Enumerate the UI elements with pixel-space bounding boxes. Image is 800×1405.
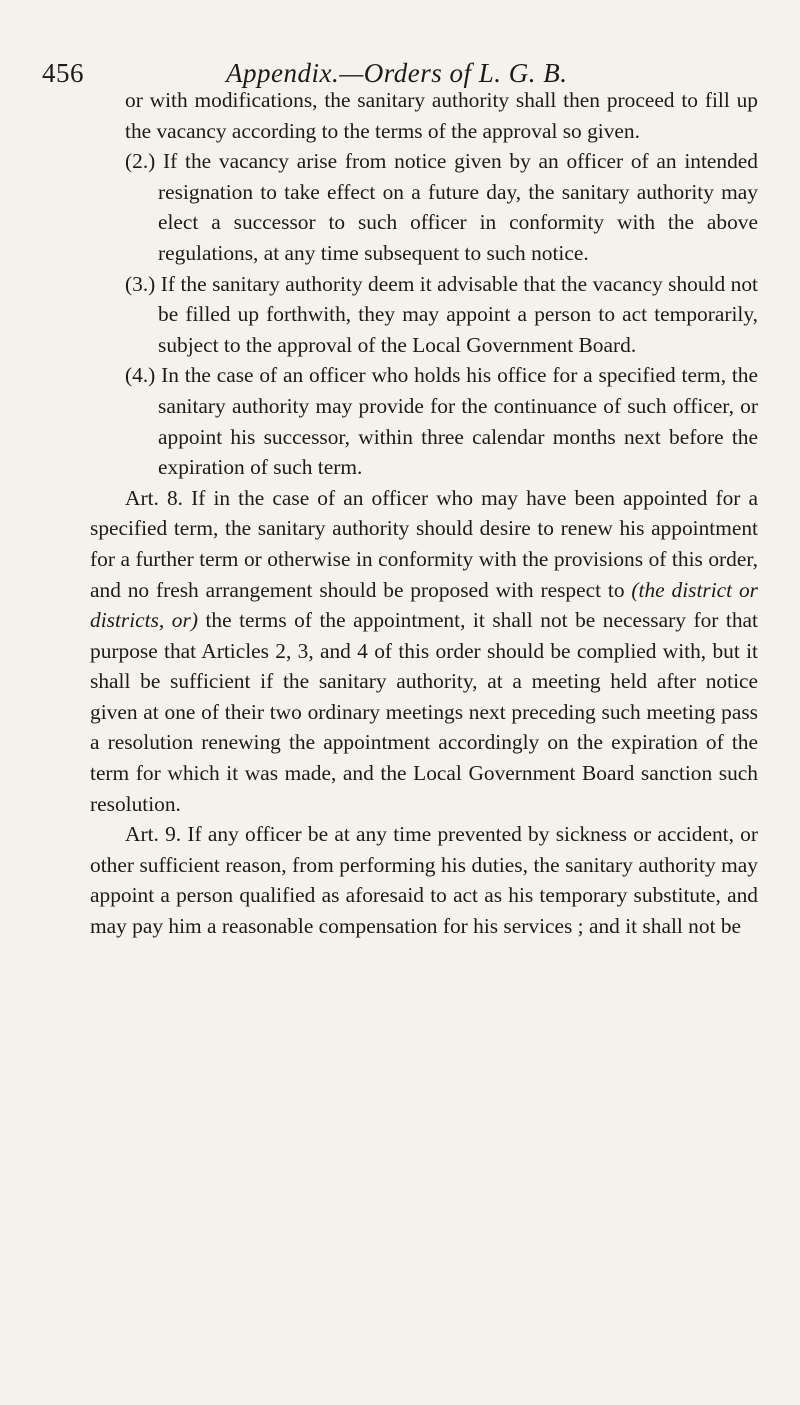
clause-4: (4.) In the case of an officer who holds his office for a specified term, the sanitary authority may provide for the continuance of such officer, or appoint his successor, within three calendar months next before the expiration of such term. bbox=[125, 363, 758, 480]
clause-3: (3.) If the sanitary authority deem it advisable that the vacancy should not be filled up forthwith, they may appoint a person to act temporarily, subject to the approval of the Local Government Board. bbox=[125, 271, 758, 357]
page-number: 456 bbox=[42, 58, 84, 88]
clause-2: (2.) If the vacancy arise from notice given by an officer of an intended resignation to take effect on a future day, the sanitary authority may elect a successor to such officer in conformity with the above regulations, at any time subsequent to such notice. bbox=[125, 149, 758, 265]
body-text bbox=[90, 85, 758, 942]
article-8-text-b: the terms of the appointment, it shall not be necessary for that purpose that Articles 2, 3, and 4 of this order should be complied with, but it shall be sufficient if the sanitary authority, at a meeting held after notice given at one of their two ordinary meetings next preceding such meeting pass a resolution renewing the appointment accordingly on the expiration of the term for which it was made, and the Local Government Board sanction such resolution. bbox=[90, 608, 758, 816]
article-8-italic-text: (the district or districts, or) bbox=[90, 577, 758, 633]
article-8 bbox=[90, 483, 758, 820]
continuation-paragraph: or with modifications, the sanitary authority shall then proceed to fill up the vacancy according to the terms of the approval so given. bbox=[125, 88, 758, 143]
article-9: Art. 9. If any officer be at any time prevented by sickness or accident, or other sufficient reason, from performing his duties, the sanitary authority may appoint a person qualified as aforesaid to act as his temporary substitute, and may pay him a reasonable compensation for his services ; and it shall not be bbox=[90, 822, 758, 939]
running-head: Appendix.—Orders of L. G. B. bbox=[226, 58, 568, 88]
article-8-text-a: Art. 8. If in the case of an officer who may have been appointed for a specified term, the sanitary authority should desire to renew his appointment for a further term or otherwise in conformity with the provisions of this order, and no fresh arrangement should be proposed with respect to bbox=[90, 485, 758, 602]
